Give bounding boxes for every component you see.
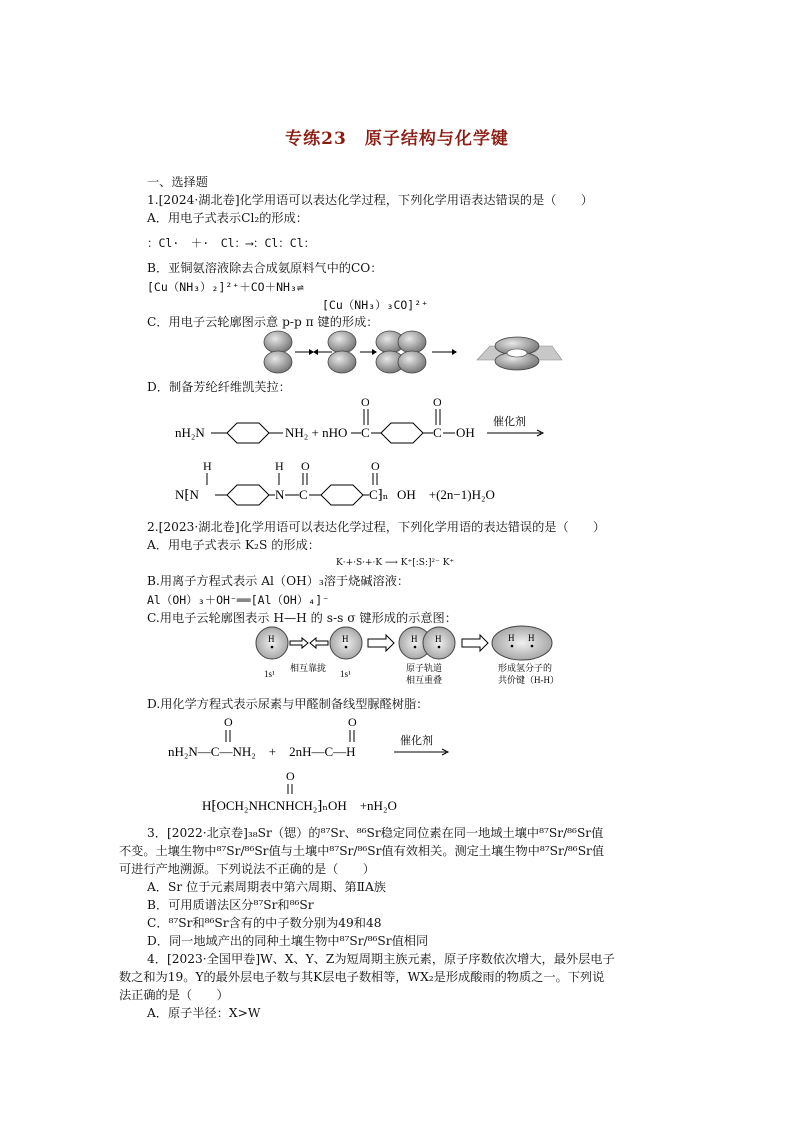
arrow-left-icon xyxy=(310,638,328,648)
page-title: 专练23 原子结构与化学键 xyxy=(285,129,509,149)
q2-b-equation: Al（OH）₃＋OH⁻══[Al（OH）₄]⁻ xyxy=(147,593,330,607)
label-overlap: 相互重叠 xyxy=(406,675,443,685)
urea-reactants: nH₂N—C—NH₂ + 2nH—C—H xyxy=(168,744,356,759)
oxygen-label: O xyxy=(286,769,295,783)
q2-stem: 2.[2023·湖北卷]化学用语可以表达化学过程，下列化学用语的表达错误的是（ ） xyxy=(147,520,606,534)
pi-bond-orbital-diagram xyxy=(262,330,562,374)
h2-molecule-cloud xyxy=(492,626,552,660)
carbonyl-c-1: C xyxy=(361,425,370,440)
q1-stem: 1.[2024·湖北卷]化学用语可以表达化学过程，下列化学用语表达错误的是（ ） xyxy=(147,193,594,207)
svg-text:H: H xyxy=(268,634,275,644)
benzene-ring-icon xyxy=(381,423,423,443)
catalyst-label: 催化剂 xyxy=(400,735,433,747)
q2-option-a: A．用电子式表示 K₂S 的形成： xyxy=(147,538,320,552)
arrow-right-icon xyxy=(432,349,457,355)
q3-option-c: C．⁸⁷Sr和⁸⁶Sr含有的中子数分别为49和48 xyxy=(147,916,382,930)
benzene-ring-icon xyxy=(227,485,269,505)
q1-option-d: D．制备芳纶纤维凯芙拉： xyxy=(147,380,291,394)
q1-a-equation: ：Cl· ＋· Cl：⟶：Cl：Cl： xyxy=(147,236,316,250)
label-form-h2: 形成氢分子的 xyxy=(498,663,553,673)
p-orbital-left xyxy=(264,331,292,373)
section-heading: 一、选择题 xyxy=(147,175,208,189)
oxygen-label: O xyxy=(361,395,370,409)
svg-text:H: H xyxy=(435,634,442,644)
label-covalent-bond: 共价键（H-H） xyxy=(498,675,559,685)
amide-n: N xyxy=(275,487,285,502)
kevlar-reactant-2: NH₂ + nHO xyxy=(285,425,348,440)
svg-text:H: H xyxy=(342,634,349,644)
sigma-bond-orbital-diagram xyxy=(250,625,570,695)
h-label: H xyxy=(275,459,284,473)
q2-option-d: D.用化学方程式表示尿素与甲醛制备线型脲醛树脂： xyxy=(147,697,429,711)
oxygen-label: O xyxy=(348,715,357,729)
label-orbital: 原子轨道 xyxy=(406,663,443,673)
kevlar-reaction-diagram xyxy=(175,395,555,515)
q4-stem-line-2: 数之和为19。Y的最外层电子数与其K层电子数相等，WX₂是形成酸雨的物质之一。下列说 xyxy=(119,970,605,984)
h-atom-left xyxy=(256,627,288,659)
arrow-right-icon xyxy=(290,638,308,648)
oxygen-label: O xyxy=(224,715,233,729)
q1-b-equation-2: [Cu（NH₃）₃CO]²⁺ xyxy=(322,298,429,312)
kevlar-reactant-1: nH₂N xyxy=(175,425,205,440)
q4-stem-line-3: 法正确的是（ ） xyxy=(119,988,229,1002)
kevlar-product-tail: OH +(2n−1)H₂O xyxy=(397,487,495,502)
label-approach: 相互靠拢 xyxy=(290,663,327,673)
arrow-right-icon xyxy=(295,349,314,355)
kevlar-product-start: N⁅N xyxy=(175,487,199,502)
double-arrow-right-icon xyxy=(368,635,394,651)
q3-option-a: A．Sr 位于元素周期表中第六周期、第ⅡA族 xyxy=(147,880,386,894)
q3-option-b: B．可用质谱法区分⁸⁷Sr和⁸⁶Sr xyxy=(147,898,314,912)
q1-option-a: A．用电子式表示Cl₂的形成： xyxy=(147,211,308,225)
pi-bond-cloud xyxy=(477,337,562,370)
double-arrow-right-icon xyxy=(462,635,488,651)
q3-stem-line-2: 不变。土壤生物中⁸⁷Sr/⁸⁶Sr值与土壤中⁸⁷Sr/⁸⁶Sr值有效相关。测定土壤生物中⁸⁷Sr/⁸⁶Sr值 xyxy=(119,844,605,858)
arrow-left-icon xyxy=(313,349,332,355)
overlapping-s-orbitals xyxy=(399,627,455,659)
orbital-label-1s-left: 1s¹ xyxy=(264,669,275,679)
svg-text:H: H xyxy=(508,633,515,643)
oxygen-label: O xyxy=(371,459,380,473)
oxygen-label: O xyxy=(433,395,442,409)
svg-text:H: H xyxy=(411,634,418,644)
q3-stem-line-1: 3．[2022·北京卷]₃₈Sr（锶）的⁸⁷Sr、⁸⁶Sr稳定同位素在同一地域土壤中⁸⁷Sr/⁸⁶Sr值 xyxy=(147,826,604,840)
q3-stem-line-3: 可进行产地溯源。下列说法不正确的是（ ） xyxy=(119,862,375,876)
benzene-ring-icon xyxy=(321,485,363,505)
q1-option-b: B．亚铜氨溶液除去合成氨原料气中的CO： xyxy=(147,261,383,275)
urea-resin-product: H⁅OCH₂NHCNHCH₂⁆ₙOH +nH₂O xyxy=(202,798,397,813)
q2-option-c: C.用电子云轮廓图表示 H—H 的 s-s σ 键形成的示意图： xyxy=(147,611,457,625)
oxygen-label: O xyxy=(301,459,310,473)
orbital-label-1s-right: 1s¹ xyxy=(340,669,351,679)
q1-b-equation-1: [Cu（NH₃）₂]²⁺＋CO＋NH₃⇌ xyxy=(147,280,304,294)
overlapping-p-orbitals xyxy=(376,331,426,373)
amide-c: C⁆ₙ xyxy=(369,487,389,502)
p-orbital-right xyxy=(328,331,356,373)
h-label: H xyxy=(203,459,212,473)
q2-a-equation: K·+·S·+·K ⟶ K⁺[:S:]²⁻ K⁺ xyxy=(336,558,455,568)
amide-c: C xyxy=(299,487,308,502)
benzene-ring-icon xyxy=(227,423,269,443)
kevlar-reactant-oh: OH xyxy=(456,425,475,440)
catalyst-label: 催化剂 xyxy=(493,416,526,428)
carbonyl-c-2: C xyxy=(433,425,442,440)
q4-stem-line-1: 4．[2023·全国甲卷]W、X、Y、Z为短周期主族元素，原子序数依次增大，最外层电子 xyxy=(147,952,615,966)
arrow-right-icon xyxy=(360,349,377,355)
q4-option-a: A．原子半径：X>W xyxy=(147,1006,261,1020)
q3-option-d: D．同一地域产出的同种土壤生物中⁸⁷Sr/⁸⁶Sr值相同 xyxy=(147,934,429,948)
q2-option-b: B.用离子方程式表示 Al（OH）₃溶于烧碱溶液： xyxy=(147,574,410,588)
urea-resin-reaction-diagram xyxy=(168,712,468,822)
h-atom-right xyxy=(330,627,362,659)
q1-option-c: C．用电子云轮廓图示意 p-p π 键的形成： xyxy=(147,315,379,329)
svg-text:H: H xyxy=(528,633,535,643)
